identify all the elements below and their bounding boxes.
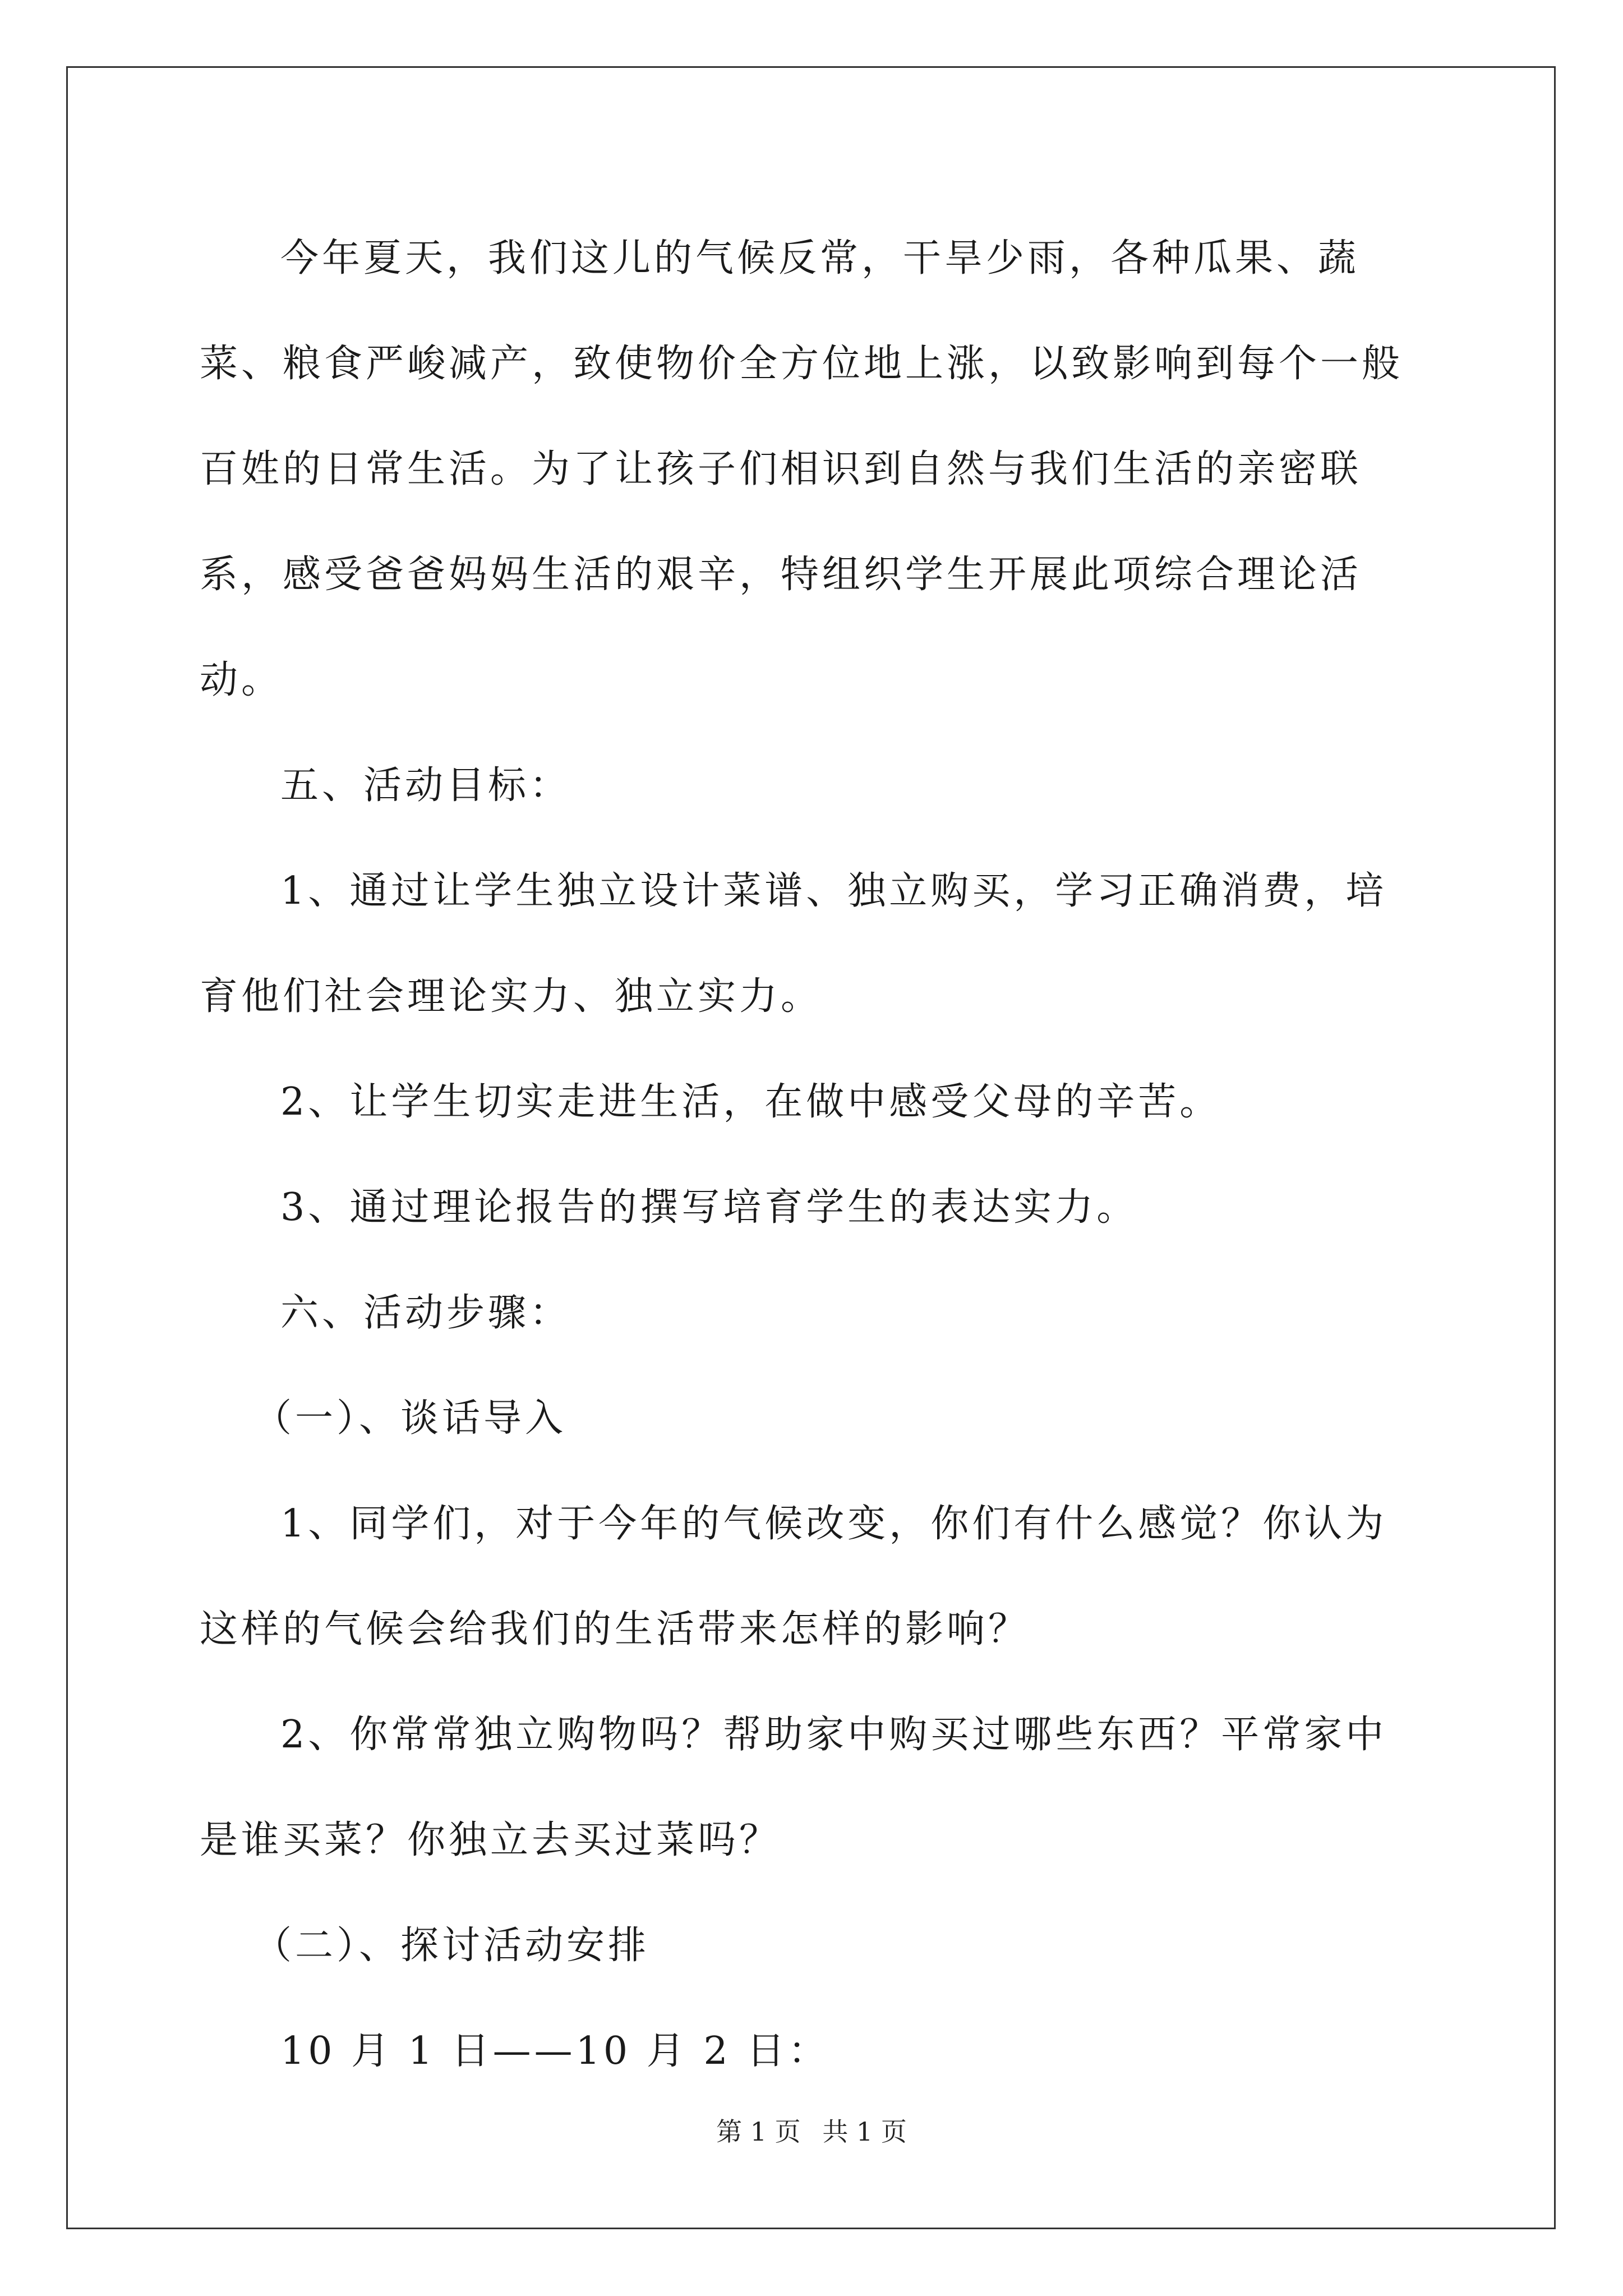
- question-item-1: 1、同学们，对于今年的气候改变，你们有什么感觉？你认为这样的气候会给我们的生活带来怎样的影响？: [200, 1502, 1387, 1651]
- page-total: 共 1 页: [822, 2116, 907, 2147]
- subheading-discuss-arrangement: （二）、探讨活动安排: [253, 1924, 650, 1968]
- question-item-2: 2、你常常独立购物吗？帮助家中购买过哪些东西？平常家中是谁买菜？你独立去买过菜吗？: [200, 1713, 1387, 1862]
- heading-activity-goals: 五、活动目标：: [280, 763, 571, 808]
- heading-activity-steps: 六、活动步骤：: [280, 1291, 571, 1335]
- page-number: 第 1 页: [716, 2116, 801, 2147]
- date-range-line: 10 月 1 日——10 月 2 日：: [280, 2029, 830, 2073]
- document-body: [200, 206, 1424, 2104]
- goal-item-3: 3、通过理论报告的撰写培育学生的表达实力。: [280, 1185, 1138, 1230]
- subheading-conversation-intro: （一）、谈话导入: [253, 1396, 567, 1441]
- goal-item-2: 2、让学生切实走进生活，在做中感受父母的辛苦。: [280, 1080, 1221, 1124]
- page-footer: [0, 2115, 1623, 2148]
- paragraph-intro: 今年夏天，我们这儿的气候反常，干旱少雨，各种瓜果、蔬菜、粮食严峻减产，致使物价全方位地上涨，以致影响到每个一般百姓的日常生活。为了让孩子们相识到自然与我们生活的亲密联系，感受爸爸妈妈生活的艰辛，特组织学生开展此项综合理论活动。: [200, 236, 1404, 702]
- goal-item-1: 1、通过让学生独立设计菜谱、独立购买，学习正确消费，培育他们社会理论实力、独立实力。: [200, 869, 1387, 1019]
